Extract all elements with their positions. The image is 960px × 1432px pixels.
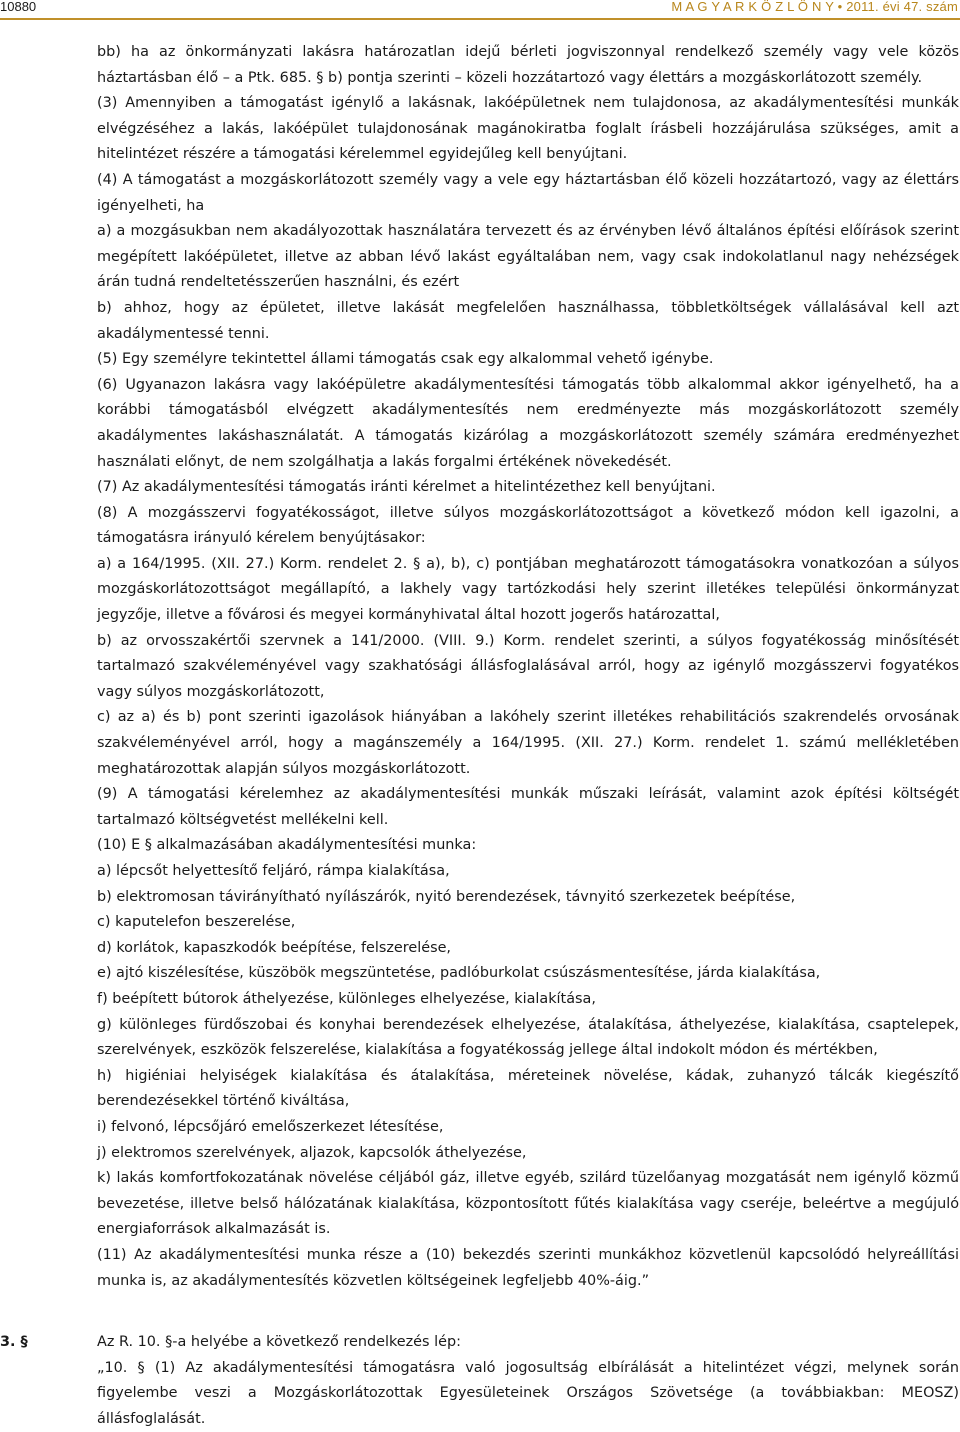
list-item-a: a) lépcsőt helyettesítő feljáró, rámpa kialakítása, xyxy=(97,863,450,879)
list-item-c: c) kaputelefon beszerelése, xyxy=(97,914,296,931)
section-3-text xyxy=(97,1330,959,1432)
list-item-j: j) elektromos szerelvények, aljazok, kapcsolók áthelyezése, xyxy=(97,1144,527,1161)
paragraph-10: (10) E § alkalmazásában akadálymentesítési munka: xyxy=(97,837,477,854)
list-item-f: f) beépített bútorok áthelyezése, különleges elhelyezése, kialakítása, xyxy=(97,990,596,1007)
paragraph-4: (4) A támogatást a mozgáskorlátozott személy vagy a vele egy háztartásban élő közeli hozzátartozó, vagy az élettárs igényelheti, ha xyxy=(97,171,959,214)
paragraph-5: (5) Egy személyre tekintettel állami támogatás csak egy alkalommal vehető igénybe. xyxy=(97,351,714,368)
list-item-e: e) ajtó kiszélesítése, küszöbök megszüntetése, padlóburkolat csúszásmentesítése, járda kialakítása, xyxy=(97,965,821,982)
list-item-g: g) különleges fürdőszobai és konyhai berendezések elhelyezése, átalakítása, áthelyezése, kialakítása, csaptelepek, szerelvények, eszközök felszerelése, kialakítása a fogyatékosság jellege által indokolt módon és mértékben, xyxy=(97,1016,959,1059)
paragraph-8a: a) a 164/1995. (XII. 27.) Korm. rendelet 2. § a), b), c) pontjában meghatározott támogatásokra vonatkozóan a súlyos mozgáskorlátozottságot megállapító, a lakhely vagy tartózkodási hely szerint illetékes települési önkormányzat jegyzője, illetve a fővárosi és megyei kormányhivatal által hozott jogerős határozattal, xyxy=(97,555,959,624)
document-body xyxy=(97,40,959,1294)
list-item-k: k) lakás komfortfokozatának növelése céljából gáz, illetve egyéb, szilárd tüzelőanyag mozgatását nem igénylő közmű bevezetése, illetve belső hálózatának kialakítása, központosított fűtés kialakítása vagy cseréje, beleértve a megújuló energiaforrások alkalmazását is. xyxy=(97,1170,959,1238)
journal-title: M A G Y A R K Ö Z L Ö N Y • 2011. évi 47. szám xyxy=(671,0,958,14)
list-item-i: i) felvonó, lépcsőjáró emelőszerkezet létesítése, xyxy=(97,1118,444,1135)
section-3-intro: Az R. 10. §-a helyébe a következő rendelkezés lép: xyxy=(97,1334,461,1350)
paragraph-4b: b) ahhoz, hogy az épületet, illetve lakását megfelelően használhassa, többletköltségek vállalásával kell azt akadálymentessé tenni. xyxy=(97,299,959,342)
header-rule xyxy=(0,18,960,20)
section-3-quote: „10. § (1) Az akadálymentesítési támogatásra való jogosultság elbírálását a hitelintézet végzi, melynek során figyelembe veszi a Mozgáskorlátozottak Egyesületeinek Országos Szövetsége (a továbbiakban: MEOSZ) állásfoglalását. xyxy=(97,1359,959,1427)
list-item-h: h) higiéniai helyiségek kialakítása és átalakítása, méreteinek növelése, kádak, zuhanyzó tálcák kiegészítő berendezésekkel történő kiváltása, xyxy=(97,1067,959,1110)
section-number: 3. § xyxy=(0,1334,28,1350)
paragraph-7: (7) Az akadálymentesítési támogatás iránti kérelmet a hitelintézethez kell benyújtani. xyxy=(97,479,716,496)
page-number: 10880 xyxy=(0,0,37,14)
paragraph-8: (8) A mozgásszervi fogyatékosságot, illetve súlyos mozgáskorlátozottságot a következő módon kell igazolni, a támogatásra irányuló kérelem benyújtásakor: xyxy=(97,504,959,547)
paragraph-6: (6) Ugyanazon lakásra vagy lakóépületre akadálymentesítési támogatás több alkalommal akkor igényelhető, ha a korábbi támogatásból elvégzett akadálymentesítés nem eredményezte más mozgáskorlátozott személy akadálymentes lakáshasználatát. A támogatás kizárólag a mozgáskorlátozott személy számára eredményezhet használati előnyt, de nem szolgálhatja a lakás forgalmi értékének növekedését. xyxy=(97,376,959,470)
paragraph-8c: c) az a) és b) pont szerinti igazolások hiányában a lakóhely szerint illetékes rehabilitációs szakrendelés orvosának szakvéleményével arról, hogy a magánszemély a 164/1995. (XII. 27.) Korm. rendelet 1. számú mellékletében meghatározottak alapján súlyos mozgáskorlátozott. xyxy=(97,709,959,777)
paragraph-11: (11) Az akadálymentesítési munka része a (10) bekezdés szerinti munkákhoz közvetlenül kapcsolódó helyreállítási munka is, az akadálymentesítés közvetlen költségeinek legfeljebb 40%-áig.” xyxy=(97,1246,959,1289)
list-item-d: d) korlátok, kapaszkodók beépítése, felszerelése, xyxy=(97,939,452,956)
paragraph-bb: bb) ha az önkormányzati lakásra határozatlan idejű bérleti jogviszonnyal rendelkező személy vagy vele közös háztartásban élő – a Ptk. 685. § b) pontja szerinti – közeli hozzátartozó vagy élettárs a mozgáskorlátozott személy. xyxy=(97,44,959,86)
paragraph-8b: b) az orvosszakértői szervnek a 141/2000. (VIII. 9.) Korm. rendelet szerinti, a súlyos fogyatékosság minősítését tartalmazó szakvéleményével vagy szakhatósági állásfoglalásával arról, hogy az igénylő mozgásszervi fogyatékos vagy súlyos mozgáskorlátozott, xyxy=(97,632,959,700)
paragraph-9: (9) A támogatási kérelemhez az akadálymentesítési munkák műszaki leírását, valamint azok építési költségét tartalmazó költségvetést mellékelni kell. xyxy=(97,786,959,828)
paragraph-3: (3) Amennyiben a támogatást igénylő a lakásnak, lakóépületnek nem tulajdonosa, az akadálymentesítési munkák elvégzéséhez a lakás, lakóépület tulajdonosának magánokiratba foglalt írásbeli hozzájárulása szükséges, amit a hitelintézet részére a támogatási kérelemmel egyidejűleg kell benyújtani. xyxy=(97,95,959,163)
page-header xyxy=(0,0,960,22)
paragraph-4a: a) a mozgásukban nem akadályozottak használatára tervezett és az érvényben lévő általános építési előírások szerint megépített lakóépületet, illetve az abban lévő lakást egyáltalában nem, vagy csak indokolatlanul nagy nehézségek árán tudná rendeltetésszerűen használni, és ezért xyxy=(97,223,959,291)
list-item-b: b) elektromosan távirányítható nyílászárók, nyitó berendezések, távnyitó szerkezetek beépítése, xyxy=(97,888,796,905)
